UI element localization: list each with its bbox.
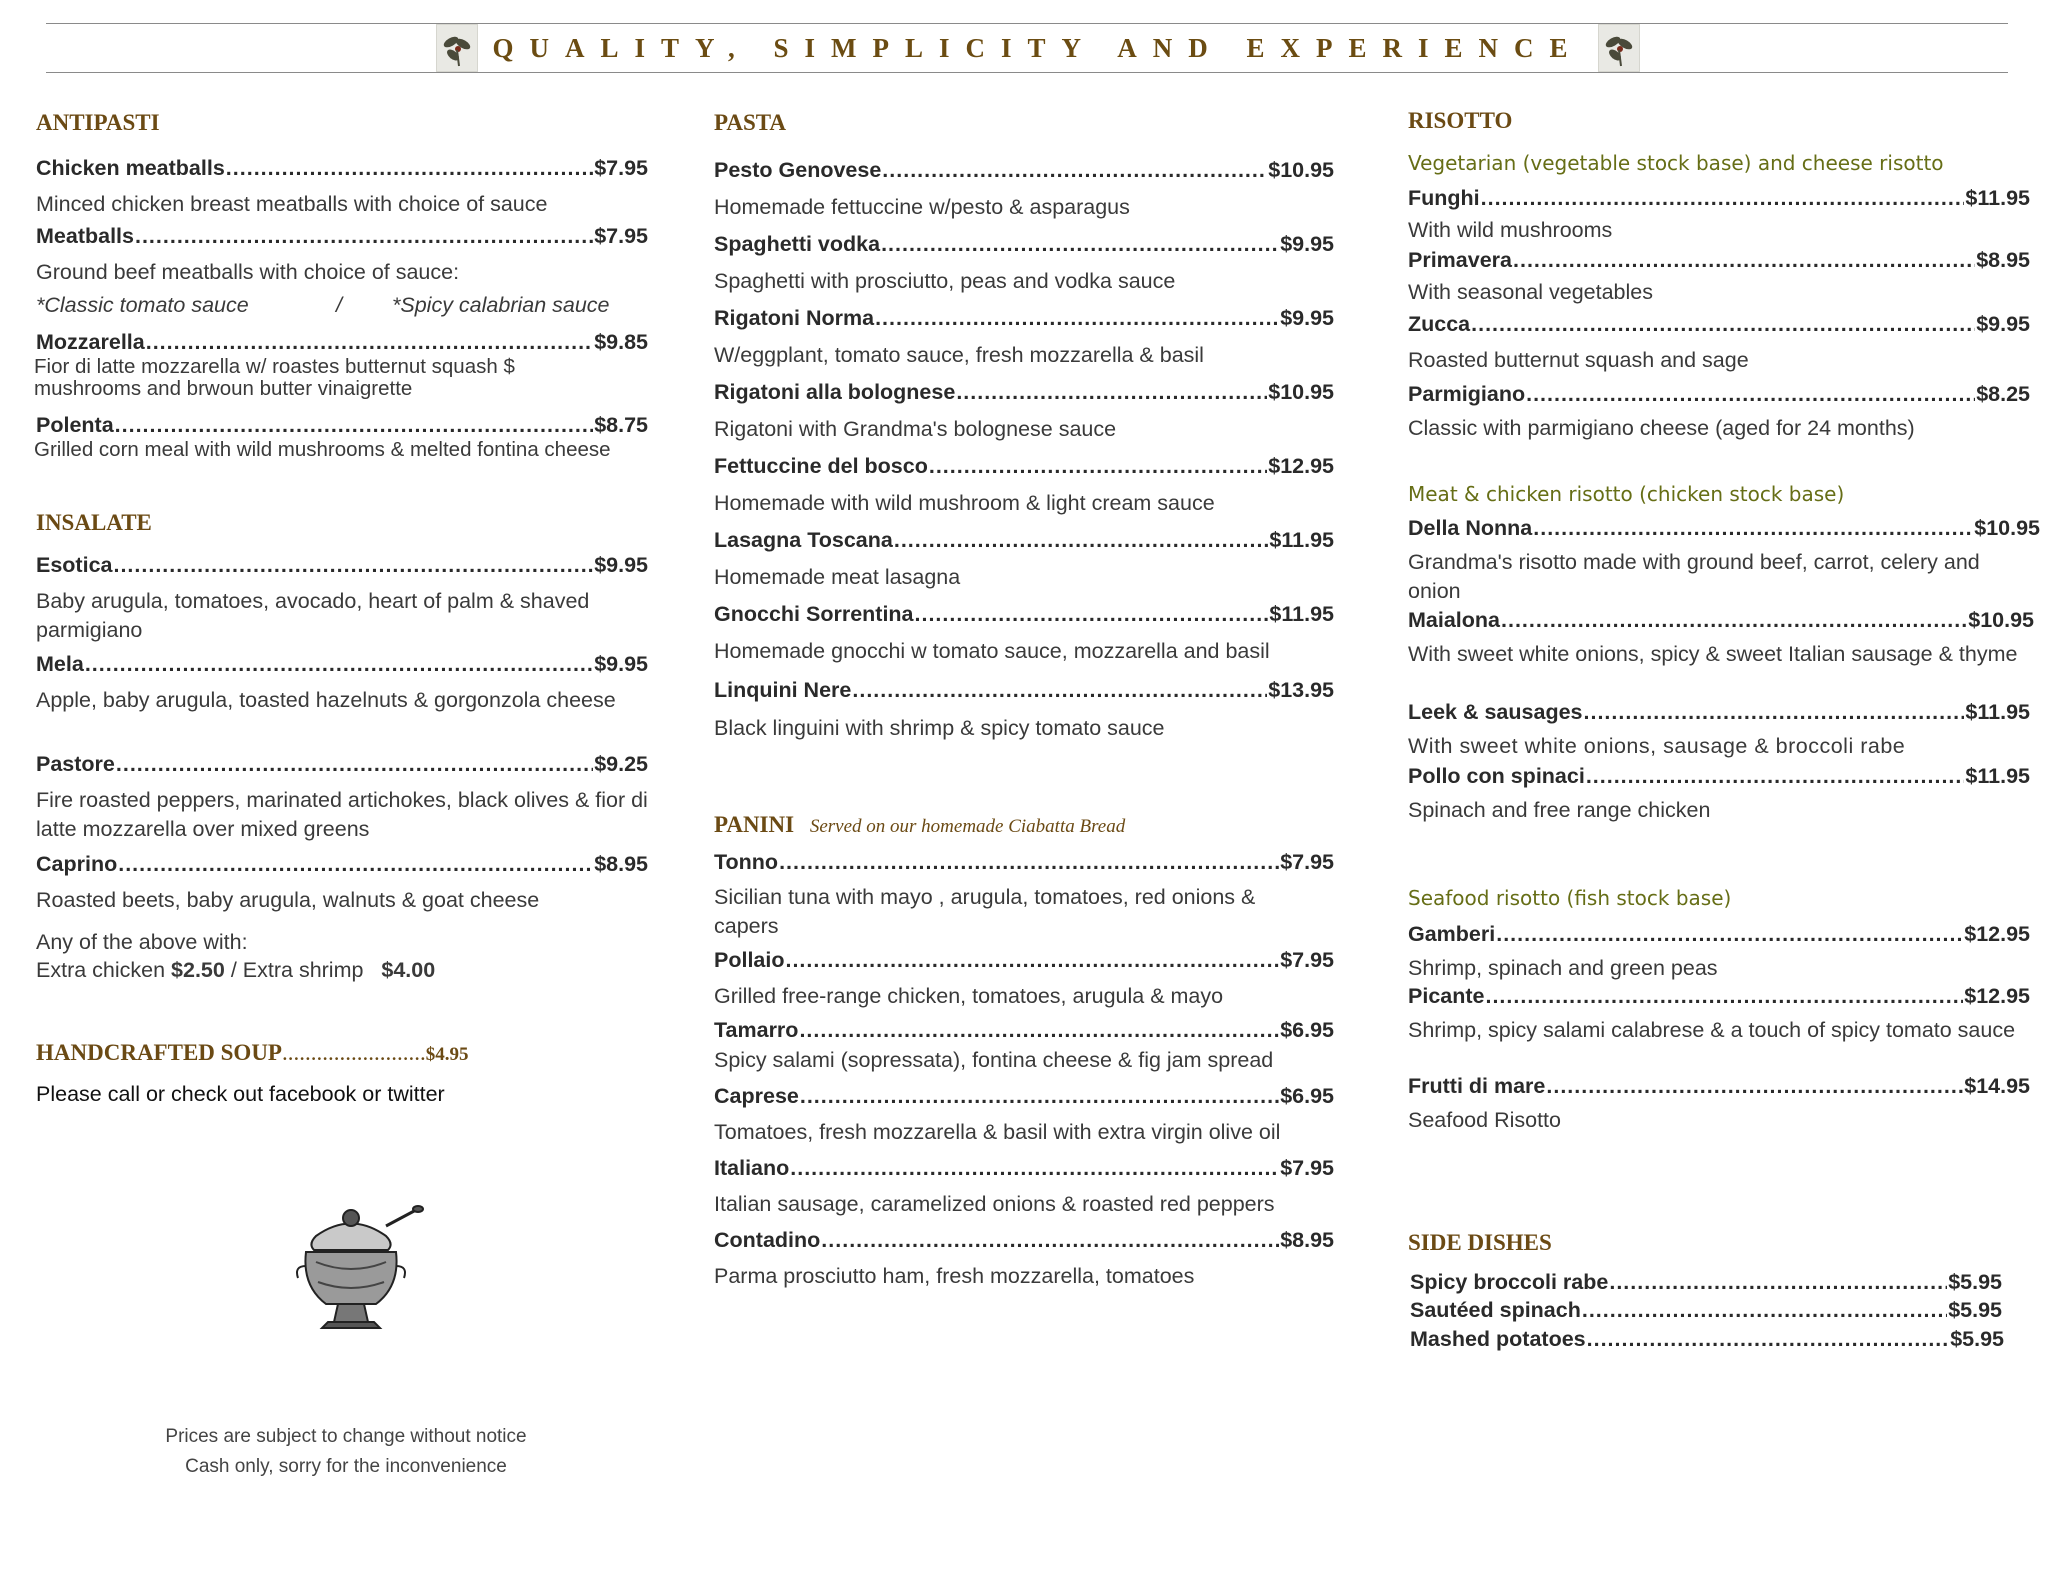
menu-item (714, 454, 1334, 479)
item-price: $9.25 (594, 752, 648, 776)
leader-dots (1526, 382, 1975, 407)
menu-item (1410, 1327, 2004, 1352)
extra-shrimp-price: $4.00 (381, 958, 436, 982)
holly-sprig-icon (436, 24, 478, 72)
item-price: $11.95 (1269, 528, 1334, 552)
menu-item (36, 752, 648, 777)
menu-item (36, 652, 648, 677)
menu-item (1408, 312, 2030, 337)
item-name: Tamarro (714, 1018, 799, 1042)
menu-item (714, 850, 1334, 875)
item-name: Gnocchi Sorrentina (714, 602, 914, 626)
item-price: $11.95 (1965, 186, 2030, 210)
leader-dots (226, 156, 593, 181)
item-description: Shrimp, spinach and green peas (1408, 956, 1718, 980)
sauce-option: *Classic tomato sauce (36, 293, 249, 317)
leader-dots (1586, 764, 1965, 789)
menu-item (714, 948, 1334, 973)
item-description: Grilled corn meal with wild mushrooms & melted fontina cheese (34, 438, 611, 461)
soup-price: $4.95 (425, 1044, 469, 1065)
extras-label: Any of the above with: (36, 930, 248, 954)
item-name: Mashed potatoes (1410, 1327, 1586, 1351)
leader-dots (915, 602, 1269, 627)
item-price: $8.95 (594, 852, 648, 876)
menu-item (1410, 1270, 2002, 1295)
item-name: Contadino (714, 1228, 821, 1252)
menu-item (1408, 382, 2030, 407)
menu-item (714, 1228, 1334, 1253)
menu-item (714, 1018, 1334, 1043)
item-name: Spaghetti vodka (714, 232, 881, 256)
section-title-risotto: RISOTTO (1408, 108, 1513, 133)
item-price: $12.95 (1964, 922, 2030, 946)
item-description: Ground beef meatballs with choice of sauce: (36, 260, 460, 284)
item-name: Linquini Nere (714, 678, 852, 702)
menu-item (36, 413, 648, 438)
menu-item (36, 224, 648, 249)
item-description: Spinach and free range chicken (1408, 798, 1711, 822)
item-name: Pollaio (714, 948, 785, 972)
item-price: $5.95 (1950, 1327, 2004, 1351)
tagline: QUALITY, SIMPLICITY AND EXPERIENCE (492, 32, 1584, 63)
item-price: $14.95 (1964, 1074, 2030, 1098)
item-price: $8.95 (1280, 1228, 1334, 1252)
footer-note: Prices are subject to change without notice (165, 1426, 527, 1447)
leader-dots (1496, 922, 1963, 947)
item-price: $10.95 (1974, 516, 2040, 540)
item-name: Chicken meatballs (36, 156, 225, 180)
item-name: Caprese (714, 1084, 799, 1108)
item-name: Zucca (1408, 312, 1471, 336)
item-description: W/eggplant, tomato sauce, fresh mozzarella & basil (714, 343, 1204, 367)
item-description: Fior di latte mozzarella w/ roastes butternut squash $ mushrooms and brwoun butter vinaigrette (34, 355, 515, 400)
item-description: Spaghetti with prosciutto, peas and vodka sauce (714, 269, 1176, 293)
leader-dots (799, 1018, 1279, 1043)
menu-item (1408, 700, 2030, 725)
item-name: Leek & sausages (1408, 700, 1583, 724)
item-description: Roasted beets, baby arugula, walnuts & goat cheese (36, 888, 540, 912)
item-description: Shrimp, spicy salami calabrese & a touch of spicy tomato sauce (1408, 1018, 2016, 1042)
leader-dots (875, 306, 1279, 331)
item-name: Mela (36, 652, 84, 676)
item-description: Rigatoni with Grandma's bolognese sauce (714, 417, 1117, 441)
item-name: Picante (1408, 984, 1485, 1008)
leader-dots (800, 1084, 1279, 1109)
menu-item (714, 380, 1334, 405)
menu-item (1410, 1298, 2002, 1323)
item-price: $9.95 (1280, 232, 1334, 256)
item-price: $9.95 (1976, 312, 2030, 336)
soup-title: HANDCRAFTED SOUP (36, 1040, 282, 1065)
leader-dots (1481, 186, 1965, 211)
item-description: Apple, baby arugula, toasted hazelnuts & gorgonzola cheese (36, 688, 616, 712)
item-price: $7.95 (1280, 948, 1334, 972)
item-price: $7.95 (1280, 850, 1334, 874)
leader-dots (1584, 700, 1965, 725)
extra-chicken-price: $2.50 (171, 958, 225, 982)
item-price: $7.95 (594, 224, 648, 248)
item-price: $10.95 (1268, 380, 1334, 404)
menu-item (1408, 248, 2030, 273)
item-name: Pesto Genovese (714, 158, 882, 182)
item-description: Sicilian tuna with mayo , arugula, tomatoes, red onions & capers (714, 885, 1256, 938)
item-price: $11.95 (1965, 764, 2030, 788)
menu-item (714, 1084, 1334, 1109)
item-description: Grandma's risotto made with ground beef, carrot, celery and onion (1408, 550, 1980, 603)
item-name: Fettuccine del bosco (714, 454, 928, 478)
item-price: $7.95 (594, 156, 648, 180)
leader-dots (1533, 516, 1973, 541)
menu-item (36, 156, 648, 181)
leader-dots (1501, 608, 1967, 633)
sauce-separator: / (336, 293, 342, 317)
leader-dots (929, 454, 1267, 479)
soup-description: Please call or check out facebook or twitter (36, 1082, 445, 1106)
item-name: Italiano (714, 1156, 790, 1180)
item-name: Maialona (1408, 608, 1500, 632)
item-price: $9.95 (594, 652, 648, 676)
bottom-rule (46, 72, 2008, 73)
subsection-title-meat: Meat & chicken risotto (chicken stock base) (1408, 482, 1845, 506)
item-description: Baby arugula, tomatoes, avocado, heart of palm & shaved parmigiano (36, 589, 590, 642)
item-description: Spicy salami (sopressata), fontina cheese & fig jam spread (714, 1048, 1274, 1072)
item-price: $9.85 (594, 330, 648, 354)
item-price: $12.95 (1964, 984, 2030, 1008)
leader-dots (115, 413, 594, 438)
item-description: With wild mushrooms (1408, 218, 1613, 242)
item-name: Sautéed spinach (1410, 1298, 1581, 1322)
menu-item (714, 678, 1334, 703)
item-name: Rigatoni alla bolognese (714, 380, 956, 404)
item-description: Homemade gnocchi w tomato sauce, mozzarella and basil (714, 639, 1270, 663)
item-description: Fire roasted peppers, marinated artichokes, black olives & fior di latte mozzarella over mixed greens (36, 788, 648, 841)
soup-tureen-icon (276, 1196, 426, 1351)
leader-dots (790, 1156, 1279, 1181)
menu-item (1408, 1074, 2030, 1099)
item-description: Italian sausage, caramelized onions & roasted red peppers (714, 1192, 1275, 1216)
item-price: $8.25 (1976, 382, 2030, 406)
item-price: $8.95 (1976, 248, 2030, 272)
section-title-panini (714, 812, 1125, 838)
menu-item (714, 602, 1334, 627)
item-price: $5.95 (1948, 1298, 2002, 1322)
item-name: Della Nonna (1408, 516, 1533, 540)
item-description: Seafood Risotto (1408, 1108, 1561, 1132)
leader-dots (1513, 248, 1975, 273)
item-description: Grilled free-range chicken, tomatoes, arugula & mayo (714, 984, 1224, 1008)
leader-dots (85, 652, 593, 677)
section-title-pasta: PASTA (714, 110, 786, 135)
extras-line (36, 958, 435, 983)
menu-item (1408, 984, 2030, 1009)
item-price: $12.95 (1268, 454, 1334, 478)
panini-subtitle: Served on our homemade Ciabatta Bread (809, 816, 1126, 837)
item-name: Esotica (36, 553, 113, 577)
menu-item (714, 232, 1334, 257)
item-price: $11.95 (1965, 700, 2030, 724)
item-price: $8.75 (594, 413, 648, 437)
item-description: Black linguini with shrimp & spicy tomato sauce (714, 716, 1165, 740)
leader-dots (881, 232, 1279, 257)
item-price: $7.95 (1280, 1156, 1334, 1180)
item-name: Pastore (36, 752, 115, 776)
menu-item (1408, 516, 2040, 541)
leader-dots (146, 330, 593, 355)
leader-dots (1485, 984, 1963, 1009)
header-banner (450, 24, 1626, 72)
item-description: Roasted butternut squash and sage (1408, 348, 1749, 372)
item-name: Caprino (36, 852, 118, 876)
leader-dots (135, 224, 593, 249)
item-price: $6.95 (1280, 1084, 1334, 1108)
item-description: With seasonal vegetables (1408, 280, 1654, 304)
leader-dots (882, 158, 1267, 183)
section-title-side-dishes: SIDE DISHES (1408, 1230, 1552, 1255)
item-description: Classic with parmigiano cheese (aged for 24 months) (1408, 416, 1915, 440)
leader-dots (1587, 1327, 1950, 1352)
item-name: Pollo con spinaci (1408, 764, 1585, 788)
extra-chicken-label: Extra chicken (36, 958, 166, 982)
item-price: $10.95 (1968, 608, 2034, 632)
item-description: Minced chicken breast meatballs with choice of sauce (36, 192, 548, 216)
menu-item (1408, 608, 2034, 633)
item-price: $6.95 (1280, 1018, 1334, 1042)
section-title-antipasti: ANTIPASTI (36, 110, 160, 135)
menu-item (36, 553, 648, 578)
item-description: Homemade with wild mushroom & light cream sauce (714, 491, 1215, 515)
item-description: With sweet white onions, sausage & broccoli rabe (1408, 734, 1906, 758)
item-name: Gamberi (1408, 922, 1496, 946)
item-description: Parma prosciutto ham, fresh mozzarella, tomatoes (714, 1264, 1195, 1288)
item-name: Spicy broccoli rabe (1410, 1270, 1609, 1294)
leader-dots (1609, 1270, 1947, 1295)
leader-dots (852, 678, 1267, 703)
item-name: Parmigiano (1408, 382, 1526, 406)
item-name: Lasagna Toscana (714, 528, 893, 552)
leader-dots (821, 1228, 1279, 1253)
leader-dots: ......................... (281, 1040, 426, 1065)
leader-dots (956, 380, 1267, 405)
item-name: Polenta (36, 413, 114, 437)
menu-item (36, 330, 648, 355)
leader-dots (116, 752, 593, 777)
menu-item (714, 306, 1334, 331)
leader-dots (1471, 312, 1975, 337)
section-title-insalate: INSALATE (36, 510, 152, 535)
leader-dots (1582, 1298, 1947, 1323)
leader-dots (894, 528, 1269, 553)
item-price: $9.95 (1280, 306, 1334, 330)
item-price: $11.95 (1269, 602, 1334, 626)
menu-item (36, 852, 648, 877)
menu-item (1408, 922, 2030, 947)
item-price: $5.95 (1948, 1270, 2002, 1294)
menu-item (714, 528, 1334, 553)
extra-shrimp-label: / Extra shrimp (230, 958, 364, 982)
subsection-title-vegetarian: Vegetarian (vegetable stock base) and cheese risotto (1408, 151, 1944, 175)
panini-title: PANINI (714, 812, 795, 837)
menu-item (1408, 764, 2030, 789)
item-name: Primavera (1408, 248, 1512, 272)
item-price: $9.95 (594, 553, 648, 577)
footer-note: Cash only, sorry for the inconvenience (185, 1456, 507, 1477)
subsection-title-seafood: Seafood risotto (fish stock base) (1408, 886, 1732, 910)
leader-dots (779, 850, 1279, 875)
item-name: Frutti di mare (1408, 1074, 1546, 1098)
section-title-soup (36, 1040, 468, 1066)
item-name: Meatballs (36, 224, 134, 248)
item-name: Funghi (1408, 186, 1480, 210)
item-description: Tomatoes, fresh mozzarella & basil with extra virgin olive oil (714, 1120, 1281, 1144)
leader-dots (785, 948, 1279, 973)
menu-item (1408, 186, 2030, 211)
item-description: With sweet white onions, spicy & sweet Italian sausage & thyme (1408, 642, 2018, 666)
item-price: $13.95 (1268, 678, 1334, 702)
item-price: $10.95 (1268, 158, 1334, 182)
menu-item (714, 158, 1334, 183)
sauce-option: *Spicy calabrian sauce (392, 293, 610, 317)
item-name: Mozzarella (36, 330, 145, 354)
holly-sprig-icon (1598, 24, 1640, 72)
menu-item (714, 1156, 1334, 1181)
leader-dots (118, 852, 593, 877)
item-description: Homemade fettuccine w/pesto & asparagus (714, 195, 1130, 219)
item-name: Tonno (714, 850, 779, 874)
item-name: Rigatoni Norma (714, 306, 875, 330)
leader-dots (1546, 1074, 1963, 1099)
item-description: Homemade meat lasagna (714, 565, 961, 589)
leader-dots (113, 553, 593, 578)
